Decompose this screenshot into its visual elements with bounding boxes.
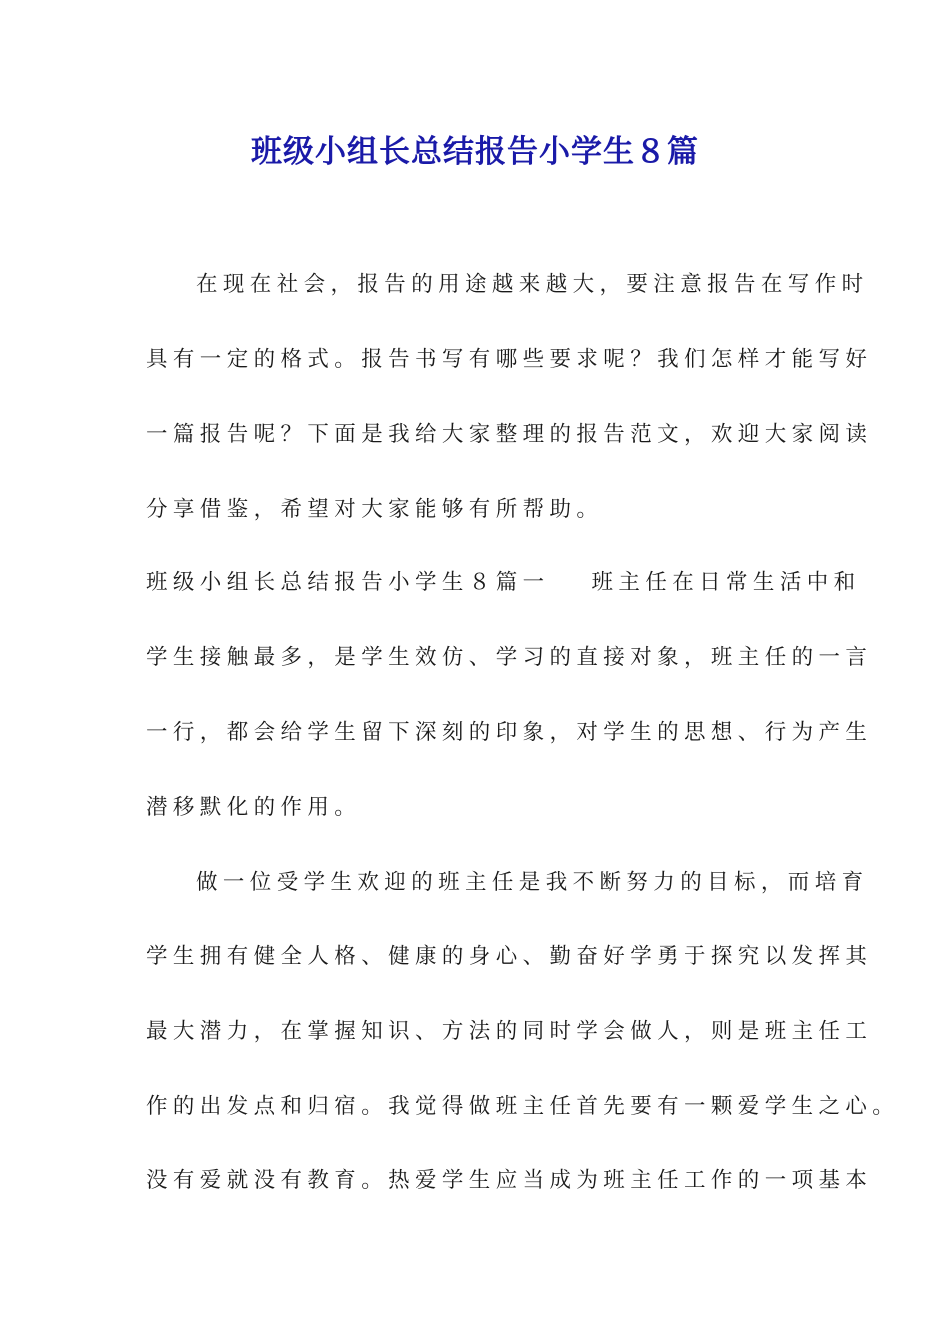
text-line: 在现在社会，报告的用途越来越大，要注意报告在写作时 [196,272,869,297]
text-line: 作的出发点和归宿。我觉得做班主任首先要有一颗爱学生之心。 [146,1094,900,1119]
text-line: 学生接触最多，是学生效仿、学习的直接对象，班主任的一言 [146,645,873,670]
document-title: 班级小组长总结报告小学生８篇 [251,134,699,170]
section-heading: 班级小组长总结报告小学生８篇一 [146,570,550,595]
text-line: 做一位受学生欢迎的班主任是我不断努力的目标，而培育 [196,870,869,895]
section-heading-line [146,568,861,598]
text-line: 一行，都会给学生留下深刻的印象，对学生的思想、行为产生 [146,720,873,745]
text-line: 最大潜力，在掌握知识、方法的同时学会做人，则是班主任工 [146,1019,873,1044]
text-line: 具有一定的格式。报告书写有哪些要求呢？我们怎样才能写好 [146,347,873,372]
text-line: 一篇报告呢？下面是我给大家整理的报告范文，欢迎大家阅读 [146,422,873,447]
text-line: 分享借鉴，希望对大家能够有所帮助。 [146,497,604,522]
text-line: 没有爱就没有教育。热爱学生应当成为班主任工作的一项基本 [146,1168,873,1193]
text-line: 潜移默化的作用。 [146,795,362,820]
text-line-continuation: 班主任在日常生活中和 [591,570,861,595]
text-line: 学生拥有健全人格、健康的身心、勤奋好学勇于探究以发挥其 [146,944,873,969]
